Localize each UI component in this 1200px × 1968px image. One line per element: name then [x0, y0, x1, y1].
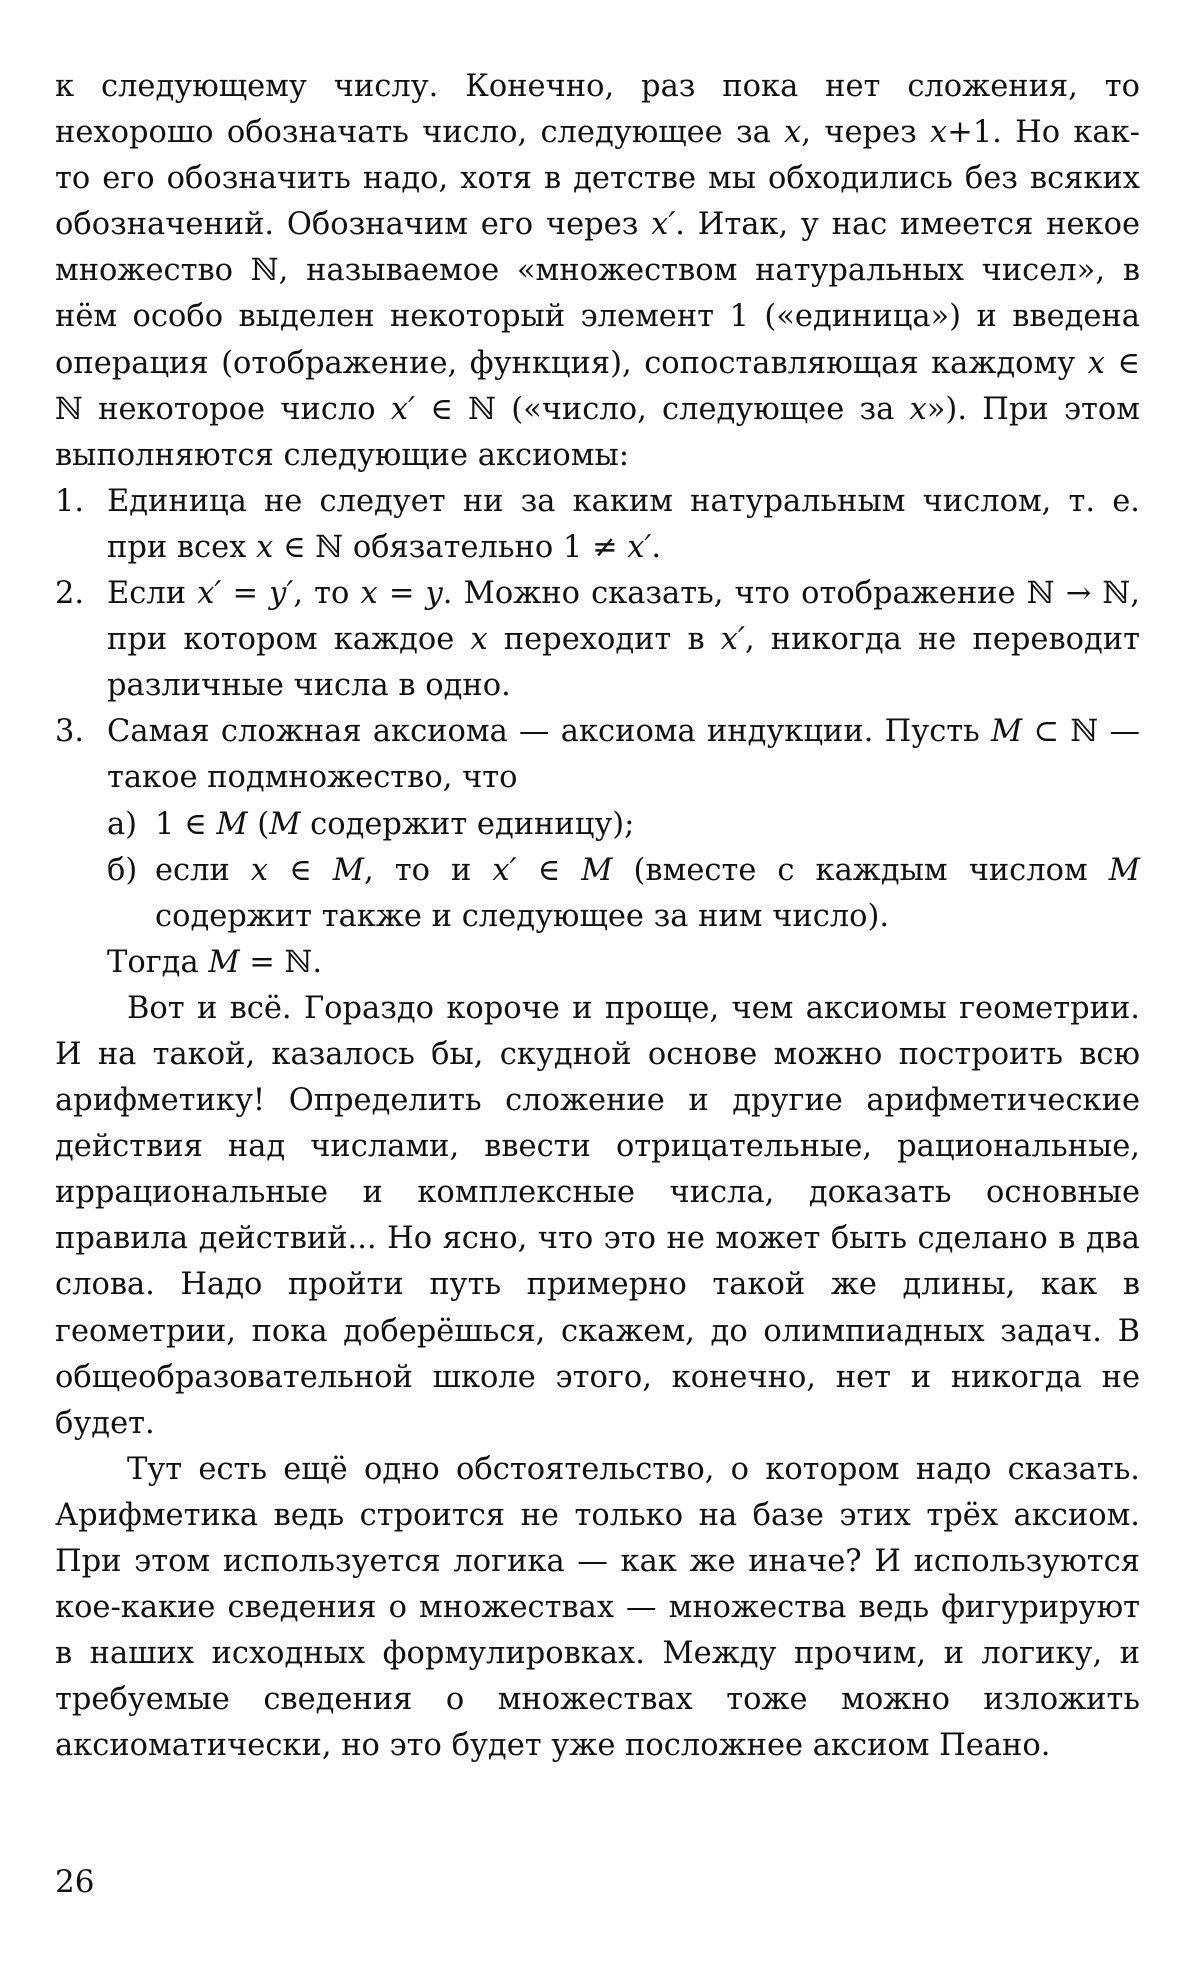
item-a-label: а)	[107, 806, 138, 842]
axiom-3-number: 3.	[55, 714, 85, 750]
axiom-3-text: Самая сложная аксиома — аксиома индукции. Пусть M ⊂ ℕ — такое подмножество, что	[107, 714, 1140, 796]
item-b-label: б)	[107, 852, 138, 888]
axiom-2	[55, 571, 1140, 709]
page-text	[55, 64, 1140, 1769]
axiom-3	[55, 709, 1140, 986]
axiom-1	[55, 479, 1140, 571]
axiom-3-conclusion: Тогда M = ℕ.	[107, 944, 323, 980]
axiom-2-text: Если x′ = y′, то x = y. Можно сказать, что отображение ℕ → ℕ, при котором каждое x переходит в x′, никогда не переводит различные числа в одно.	[107, 576, 1140, 704]
axiom-1-text: Единица не следует ни за каким натуральным числом, т. е. при всех x ∈ ℕ обязательно 1 ≠ x′.	[107, 483, 1140, 565]
paragraph-intro: к следующему числу. Конечно, раз пока нет сложения, то нехорошо обозначать число, следующее за x, через x+1. Но как-то его обозначить надо, хотя в детстве мы обходились без всяких обозначений. Обозначим его через x′. Итак, у нас имеется некое множество ℕ, называемое «множеством натуральных чисел», в нём особо выделен некоторый элемент 1 («единица») и введена операция (отображение, функция), сопоставляющая каждому x ∈ ℕ некоторое число x′ ∈ ℕ («число, следующее за x»). При этом выполняются следующие аксиомы:	[55, 69, 1140, 473]
paragraph-logic: Тут есть ещё одно обстоятельство, о котором надо сказать. Арифметика ведь строится не только на базе этих трёх аксиом. При этом используется логика — как же иначе? И используются кое-какие сведения о множествах — множества ведь фигурируют в наших исходных формулировках. Между прочим, и логику, и требуемые сведения о множествах тоже можно изложить аксиоматически, но это будет уже посложнее аксиом Пеано.	[55, 1451, 1140, 1764]
page-number: 26	[55, 1864, 95, 1900]
axiom-3-body	[107, 709, 1140, 986]
item-a-text: 1 ∈ M (M содержит единицу);	[155, 806, 635, 842]
axiom-3-item-a	[107, 802, 1140, 848]
axiom-2-number: 2.	[55, 576, 85, 612]
item-b-text: если x ∈ M, то и x′ ∈ M (вместе с каждым числом M содержит также и следующее за ним число).	[155, 852, 1141, 934]
axiom-1-number: 1.	[55, 483, 85, 519]
paragraph-arithmetic: Вот и всё. Гораздо короче и проще, чем аксиомы геометрии. И на такой, казалось бы, скудной основе можно построить всю арифметику! Определить сложение и другие арифметические действия над числами, ввести отрицательные, рациональные, иррациональные и комплексные числа, доказать основные правила действий... Но ясно, что это не может быть сделано в два слова. Надо пройти путь примерно такой же длины, как в геометрии, пока доберёшься, скажем, до олимпиадных задач. В общеобразовательной школе этого, конечно, нет и никогда не будет.	[55, 990, 1140, 1441]
axiom-3-item-b	[107, 848, 1140, 940]
